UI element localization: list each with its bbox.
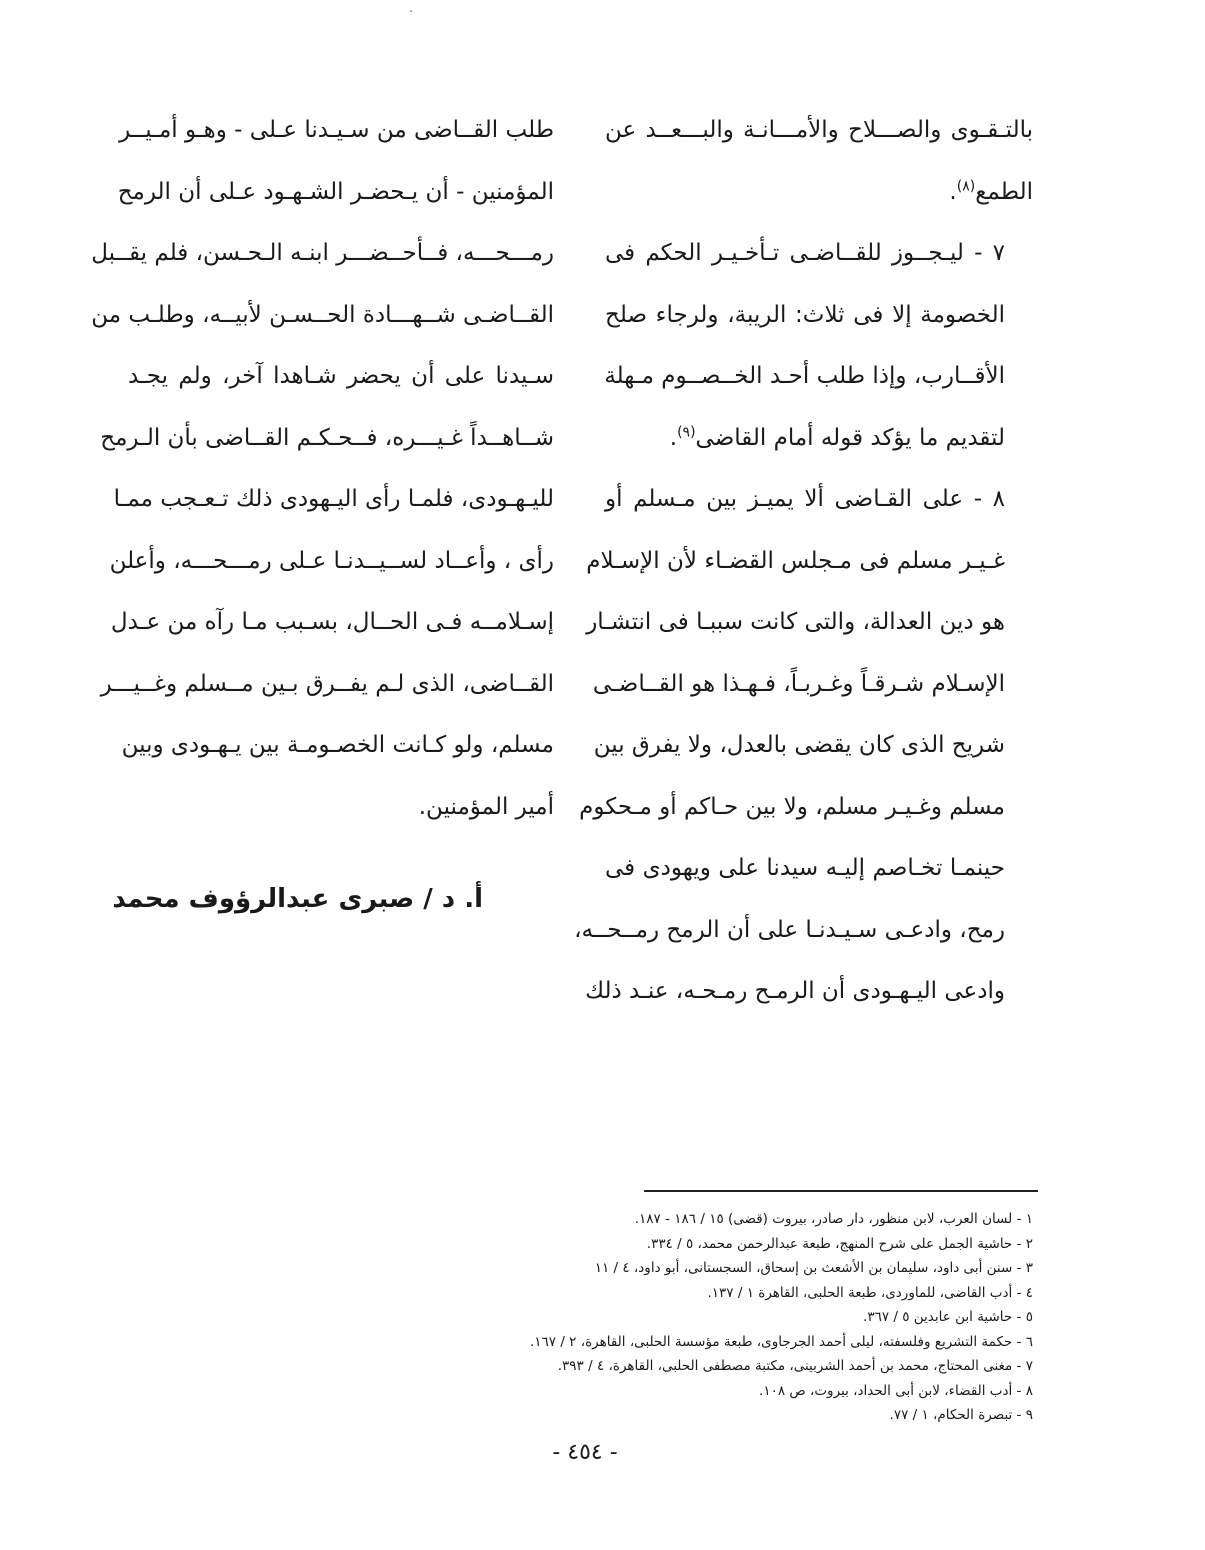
text-line: القــاضـى شــهـــادة الحــسـن لأبيــه، وطلـب من bbox=[91, 301, 554, 328]
footnote-ref: (٨) bbox=[956, 177, 976, 194]
footnote-item: ١ - لسان العرب، لابن منظور، دار صادر، بيروت (قضى) ١٥ / ١٨٦ - ١٨٧. bbox=[634, 1211, 1033, 1227]
text-line: مسلم وغـيـر مسلم، ولا بين حـاكم أو مـحكوم bbox=[579, 793, 1005, 820]
paragraph-item-8 bbox=[574, 469, 1033, 1023]
text-line: غـيـر مسلم فى مـجلس القضـاء لأن الإسـلام bbox=[586, 547, 1005, 574]
text-line: سـيدنا على أن يحضر شـاهدا آخر، ولم يجـد bbox=[128, 363, 554, 389]
footnote-item: ٢ - حاشية الجمل على شرح المنهج، طبعة عبدالرحمن محمد، ٥ / ٣٣٤. bbox=[646, 1235, 1033, 1252]
text-line: حينمـا تخـاصم إليـه سيدنا على ويهودى فى bbox=[605, 855, 1005, 881]
text-line: طلب القــاضى من سـيـدنا عـلى - وهـو أمـيــر bbox=[119, 117, 554, 143]
footnote-item: ٧ - مغنى المحتاج، محمد بن أحمد الشربينى، مكتبة مصطفى الحلبى، القاهرة، ٤ / ٣٩٣. bbox=[557, 1358, 1033, 1374]
text-line: أمير المؤمنين. bbox=[418, 793, 554, 820]
text-line: هو دين العدالة، والتى كانت سببـا فى انتشـار bbox=[586, 609, 1005, 635]
scan-speck bbox=[410, 10, 412, 12]
text-line: شــاهــداً غـيـــره، فــحـكـم القــاضى بأن الـرمح bbox=[100, 424, 554, 451]
text-line: رمـــحـــه، فــأحــضـــر ابنـه الـحـسن، فلم يقــبل bbox=[91, 240, 554, 266]
footnote-divider bbox=[644, 1190, 1038, 1192]
left-column bbox=[91, 100, 554, 838]
text-line: الخصومة إلا فى ثلاث: الريبة، ولرجاء صلح bbox=[605, 301, 1005, 328]
page-number: - ٤٥٤ - bbox=[552, 1440, 618, 1465]
text-line: بالتـقـوى والصـــلاح والأمـــانـة والبـــعــد عن bbox=[605, 117, 1033, 143]
text-line: ٧ - ليـجــوز للقــاضـى تـأخـيـر الحكم فى bbox=[605, 240, 1005, 266]
footnote-item: ٥ - حاشية ابن عابدين ٥ / ٣٦٧. bbox=[863, 1309, 1033, 1325]
text-line: رأى ، وأعــاد لســيــدنـا عـلى رمـــحـــه، وأعلن bbox=[109, 547, 554, 574]
text-line: وادعى اليـهـودى أن الرمـح رمـحـه، عنـد ذلك bbox=[585, 978, 1005, 1004]
footnote-item: ٣ - سنن أبى داود، سليمان بن الأشعث بن إسحاق، السجستانى، أبو داود، ٤ / ١١ bbox=[594, 1260, 1033, 1276]
text-line: لتقديم ما يؤكد قوله أمام القاضى$^{(٩)}$. bbox=[669, 423, 1005, 451]
text-line: شريح الذى كان يقضى بالعدل، ولا يفرق بين bbox=[593, 732, 1005, 758]
text-line: إسـلامــه فـى الحــال، بسـبب مـا رآه من عـدل bbox=[110, 609, 554, 635]
footnotes-list bbox=[413, 1207, 1033, 1428]
text-line: رمح، وادعـى سـيـدنـا على أن الرمح رمــحــه، bbox=[574, 916, 1005, 943]
paragraph-item-7 bbox=[605, 223, 1033, 469]
paragraph-continuation-left bbox=[91, 100, 554, 838]
footnote-ref: (٩) bbox=[677, 423, 696, 440]
footnote-item: ٩ - تبصرة الحكام، ١ / ٧٧. bbox=[889, 1407, 1033, 1423]
right-column bbox=[574, 100, 1033, 1023]
text-line: الأقــارب، وإذا طلب أحـد الخــصــوم مـهلة bbox=[604, 363, 1005, 389]
text-line: ٨ - على القـاضى ألا يميـز بين مـسلم أو bbox=[605, 486, 1005, 512]
text-line: لليـهـودى، فلمـا رأى اليـهودى ذلك تـعـجب ممـا bbox=[113, 486, 554, 512]
text-line: الطمع$^{(٨)}$. bbox=[949, 177, 1033, 205]
author-signature: أ. د / صبرى عبدالرؤوف محمد bbox=[112, 884, 483, 914]
text-line: الإسـلام شـرقـاً وغـربـاً، فـهـذا هو القــاضـى bbox=[592, 670, 1005, 697]
text-line: المؤمنين - أن يـحضـر الشـهـود عـلى أن الرمح bbox=[117, 178, 554, 205]
footnote-item: ٤ - أدب القاضى، للماوردى، طبعة الحلبى، القاهرة ١ / ١٣٧. bbox=[707, 1284, 1033, 1301]
text-line: القــاضى، الذى لـم يفــرق بـين مــسلم وغــيـــر bbox=[100, 670, 554, 697]
footnote-item: ٨ - أدب القضاء، لابن أبى الحداد، بيروت، ص ١٠٨. bbox=[759, 1382, 1033, 1399]
paragraph-continuation bbox=[605, 100, 1033, 223]
footnote-item: ٦ - حكمة التشريع وفلسفته، ليلى أحمد الجرجاوى، طبعة مؤسسة الحلبى، القاهرة، ٢ / ١٦٧. bbox=[529, 1333, 1033, 1350]
text-line: مسلم، ولو كـانت الخصـومـة بين يـهـودى وبين bbox=[121, 732, 554, 758]
